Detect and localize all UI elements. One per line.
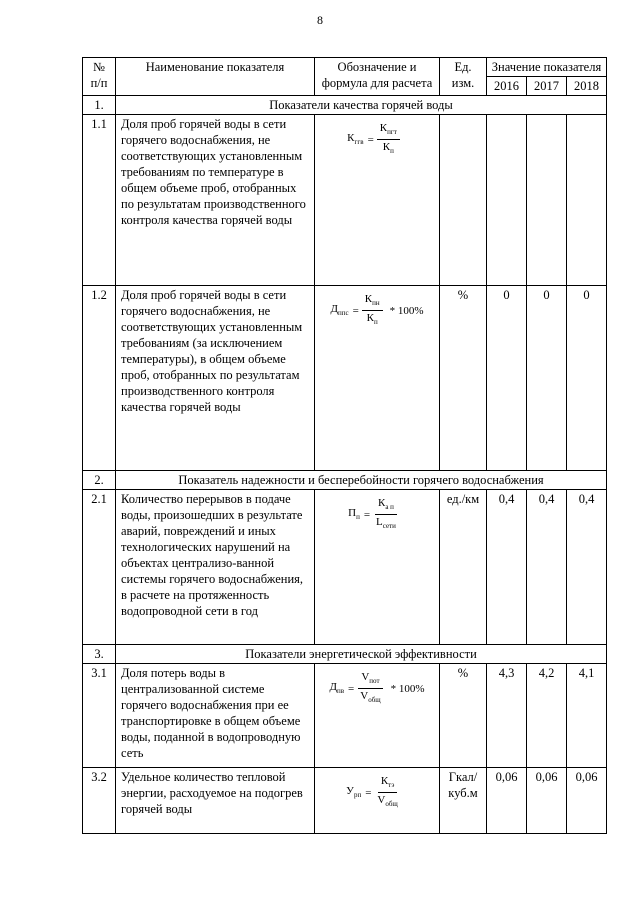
row-formula: $Д_{ппс}$ = $\frac{К_{пн}}{К_п}$ * 100% (315, 286, 440, 471)
header-name: Наименование показателя (116, 58, 315, 96)
row-formula: $Д_{пв}$ = $\frac{V_{пот}}{V_{общ}}$ * 100% (315, 664, 440, 768)
row-value-2017 (527, 115, 567, 286)
section-title: Показатель надежности и бесперебойности горячего водоснабжения (116, 471, 607, 490)
row-unit: % (440, 286, 487, 471)
section-row (83, 471, 607, 490)
row-value-2018: 0 (567, 286, 607, 471)
section-num: 3. (83, 645, 116, 664)
row-formula: $П_п$ = $\frac{К_{а п}}{L_{сети}}$ (315, 490, 440, 645)
row-value-2018: 0,06 (567, 768, 607, 834)
header-year-2018: 2018 (567, 77, 607, 96)
row-description: Доля проб горячей воды в сети горячего водоснабжения, не соответствующих установленным требованиям по температуре в общем объеме проб, отобранных по результатам производственного контроля качества горячей воды (116, 115, 315, 286)
table-row (83, 286, 607, 471)
row-value-2016: 0,4 (487, 490, 527, 645)
row-value-2017: 0,4 (527, 490, 567, 645)
row-num: 2.1 (83, 490, 116, 645)
row-description: Доля проб горячей воды в сети горячего водоснабжения, не соответствующих установленным требованиям (за исключением температуры), в общем объеме проб, отобранных по результатам производственного контроля качества горячей воды (116, 286, 315, 471)
row-value-2018: 4,1 (567, 664, 607, 768)
row-value-2017: 0 (527, 286, 567, 471)
row-unit: ед./км (440, 490, 487, 645)
row-description: Количество перерывов в подаче воды, произошедших в результате аварий, повреждений и иных технологических нарушений на объектах централизо-ванной системы горячего водоснабжения, в расчете на протяженность водопроводной сети в год (116, 490, 315, 645)
row-value-2018 (567, 115, 607, 286)
header-row (83, 58, 607, 77)
row-value-2018: 0,4 (567, 490, 607, 645)
table-row (83, 490, 607, 645)
table-row (83, 768, 607, 834)
table-row (83, 664, 607, 768)
section-title: Показатели качества горячей воды (116, 96, 607, 115)
section-row (83, 96, 607, 115)
section-num: 2. (83, 471, 116, 490)
row-formula: $У_{рп}$ = $\frac{К_{тэ}}{V_{общ}}$ (315, 768, 440, 834)
row-value-2017: 0,06 (527, 768, 567, 834)
row-num: 1.2 (83, 286, 116, 471)
section-num: 1. (83, 96, 116, 115)
row-value-2016: 0 (487, 286, 527, 471)
row-num: 1.1 (83, 115, 116, 286)
row-unit (440, 115, 487, 286)
indicators-table (82, 57, 607, 834)
row-unit: % (440, 664, 487, 768)
header-num: № п/п (83, 58, 116, 96)
row-value-2016: 4,3 (487, 664, 527, 768)
row-unit: Гкал/ куб.м (440, 768, 487, 834)
row-value-2016 (487, 115, 527, 286)
row-num: 3.2 (83, 768, 116, 834)
header-formula: Обозначение и формула для расчета (315, 58, 440, 96)
table-row (83, 115, 607, 286)
page-number: 8 (317, 13, 323, 27)
section-row (83, 645, 607, 664)
row-value-2017: 4,2 (527, 664, 567, 768)
header-year-2017: 2017 (527, 77, 567, 96)
header-year-2016: 2016 (487, 77, 527, 96)
header-unit: Ед. изм. (440, 58, 487, 96)
row-num: 3.1 (83, 664, 116, 768)
row-description: Удельное количество тепловой энергии, расходуемое на подогрев горячей воды (116, 768, 315, 834)
row-value-2016: 0,06 (487, 768, 527, 834)
row-formula: $К_{ггв}$ = $\frac{К_{пгт}}{К_п}$ (315, 115, 440, 286)
section-title: Показатели энергетической эффективности (116, 645, 607, 664)
header-value: Значение показателя (487, 58, 607, 77)
row-description: Доля потерь воды в централизованной системе горячего водоснабжения при ее транспортировке в общем объеме воды, поданной в водопроводную сеть (116, 664, 315, 768)
